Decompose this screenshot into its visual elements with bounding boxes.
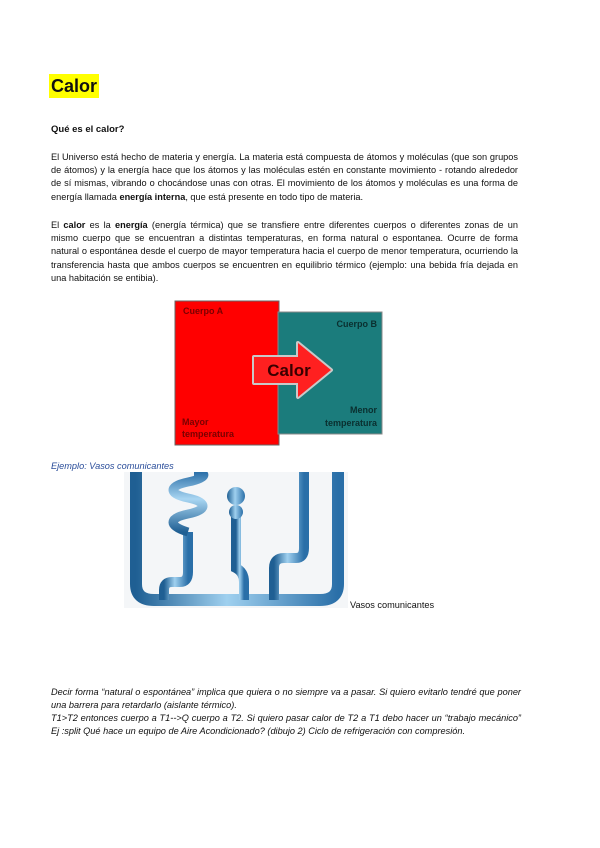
para2-text1: El (51, 220, 64, 230)
low-temp-label-1: Menor (350, 405, 377, 415)
body-a-label: Cuerpo A (183, 306, 224, 316)
paragraph-heat-definition (51, 219, 518, 285)
arrow-label: Calor (267, 361, 311, 380)
para1-text2: , que está presente en todo tipo de materia. (185, 191, 364, 202)
body-b-label: Cuerpo B (336, 319, 377, 329)
vessels-caption: Vasos comunicantes (350, 600, 435, 610)
note-paragraph-2: T1>T2 entonces cuerpo a T1-->Q cuerpo a T2. Si quiero pasar calor de T2 a T1 debo hacer un “trabajo mecánico” Ej :split Qué hace un equipo de Aire Acondicionado? (dibujo 2) Ciclo de refrigeración con compresión. (51, 713, 521, 737)
high-temp-label-2: temperatura (182, 429, 235, 439)
para1-bold-energia-interna: energía interna (119, 191, 186, 202)
heat-transfer-diagram (174, 300, 384, 446)
communicating-vessels-image (124, 472, 348, 608)
vessel-bulb-top (227, 487, 245, 505)
para2-bold-calor: calor (63, 220, 86, 230)
low-temp-label-2: temperatura (324, 418, 377, 428)
para2-bold-energia: energía (114, 220, 148, 230)
paragraph-universe (51, 151, 518, 204)
section-heading: Qué es el calor? (51, 124, 125, 135)
example-caption: Ejemplo: Vasos comunicantes (51, 461, 174, 471)
para2-text3: (energía térmica) que se transfiere entre diferentes cuerpos o diferentes zonas de un mismo cuerpo que se encuentran a distintas temperaturas, en forma natural o espontanea. Ocurre de forma natural o espontánea desde el cuerpo de mayor temperatura hacia el cuerpo de menor temperatura, ocurriendo la transferencia hasta que ambos cuerpos se encuentren en equilibrio térmico (ejemplo: una bebida fría dejada en una habitación se entibia). (51, 220, 518, 283)
high-temp-label-1: Mayor (182, 417, 209, 427)
para2-text2: es la (85, 220, 115, 230)
para1-text1: El Universo está hecho de materia y energía. La materia está compuesta de átomos y moléculas (que son grupos de átomos) y la energía hace que los átomos y las moléculas estén en constante movimiento - rotando alrededor de sí mismas, vibrando o chocándose unas con otras. El movimiento de los átomos y moléculas es una forma de energía llamada (51, 152, 518, 202)
vessel-bulb-mid (229, 505, 243, 519)
page-title: Calor (51, 76, 98, 96)
note-paragraph-1: Decir forma “natural o espontánea” implica que quiera o no siempre va a pasar. Si quiero evitarlo tendré que poner una barrera para retardarlo (aislante térmico). (51, 687, 521, 711)
